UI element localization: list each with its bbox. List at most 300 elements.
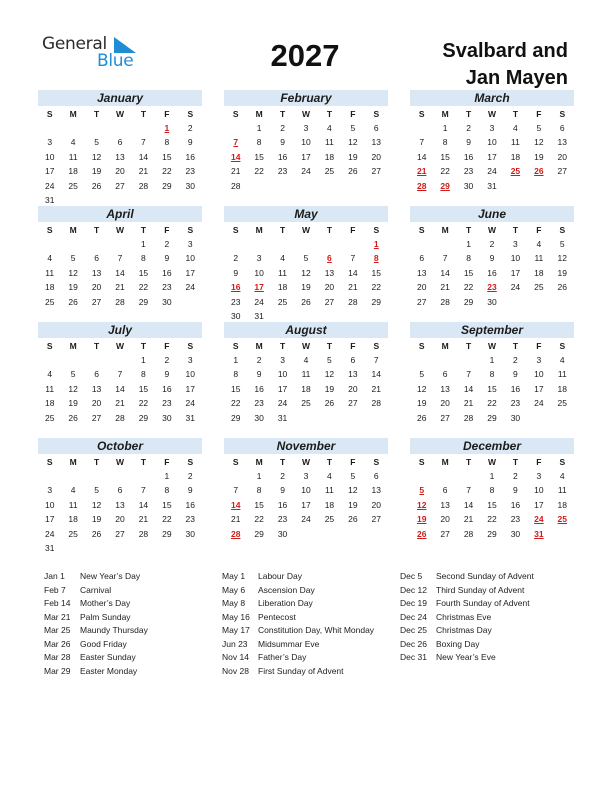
empty-day-cell: [61, 121, 84, 135]
day-cell: 12: [416, 383, 427, 394]
holiday-row: [222, 597, 394, 611]
day-cell: 10: [534, 485, 544, 496]
day-cell: 26: [91, 180, 102, 191]
day-cell: 10: [301, 485, 311, 496]
weekday-header: S: [187, 225, 194, 235]
weekday-header: S: [232, 457, 239, 467]
day-cell: 14: [138, 151, 149, 162]
day-cell: 20: [440, 514, 450, 525]
weekday-header: S: [373, 225, 380, 235]
day-cell: 27: [371, 166, 382, 177]
weekday-header: T: [465, 109, 472, 119]
day-cell: 12: [68, 383, 78, 394]
holiday-day-cell: 26: [416, 528, 427, 539]
holiday-row: [222, 584, 394, 598]
empty-day-cell: [61, 353, 84, 367]
holiday-day-cell: 6: [327, 253, 332, 264]
day-cell: 5: [94, 137, 99, 148]
holiday-day-cell: 1: [164, 123, 170, 133]
weekday-header: F: [350, 341, 356, 351]
day-cell: 20: [91, 282, 102, 293]
holiday-row: [400, 597, 572, 611]
day-cell: 9: [466, 137, 471, 148]
holiday-date: Mar 29: [44, 665, 71, 676]
day-cell: 21: [463, 398, 474, 409]
month-grid: [410, 223, 574, 309]
holiday-row: [44, 611, 216, 625]
day-cell: 24: [185, 282, 196, 293]
day-cell: 21: [115, 398, 125, 409]
weekday-header: T: [279, 457, 286, 467]
day-cell: 6: [442, 369, 448, 380]
day-cell: 26: [91, 528, 102, 539]
day-cell: 21: [230, 166, 241, 177]
day-cell: 5: [350, 471, 356, 481]
day-cell: 23: [510, 514, 521, 525]
day-cell: 2: [233, 253, 239, 264]
holiday-row: [222, 570, 394, 584]
holiday-day-cell: 19: [416, 514, 427, 525]
day-cell: 24: [301, 166, 311, 177]
holiday-day-cell: 25: [557, 514, 568, 525]
brand-logo: [42, 34, 152, 74]
weekday-header: W: [487, 109, 496, 119]
day-cell: 27: [557, 166, 568, 177]
day-cell: 23: [230, 296, 241, 307]
holiday-date: May 6: [222, 584, 246, 595]
weekday-header: W: [301, 225, 310, 235]
day-cell: 4: [513, 123, 518, 133]
day-cell: 2: [513, 471, 518, 481]
day-cell: 17: [534, 499, 544, 510]
holiday-date: Feb 7: [44, 584, 66, 595]
holiday-row: [44, 597, 216, 611]
day-cell: 1: [489, 355, 495, 365]
day-cell: 9: [164, 369, 170, 380]
holiday-day-cell: 12: [416, 499, 427, 510]
holiday-day-cell: 8: [373, 253, 379, 264]
weekday-header: S: [559, 341, 566, 351]
day-cell: 2: [280, 471, 285, 481]
day-cell: 11: [301, 369, 311, 380]
day-cell: 16: [510, 499, 521, 510]
day-cell: 28: [348, 296, 358, 307]
holiday-day-cell: 16: [230, 282, 241, 293]
holiday-date: Nov 28: [222, 665, 249, 676]
day-cell: 18: [510, 151, 521, 162]
month-title: November: [224, 438, 388, 454]
weekday-header: M: [69, 225, 77, 235]
day-cell: 24: [185, 398, 196, 409]
weekday-header: S: [559, 457, 566, 467]
weekday-header: M: [441, 457, 449, 467]
weekday-header: F: [536, 341, 542, 351]
empty-day-cell: [85, 469, 108, 483]
day-cell: 3: [513, 239, 518, 249]
weekday-header: T: [512, 225, 519, 235]
day-cell: 12: [91, 151, 102, 162]
day-cell: 1: [489, 471, 495, 481]
weekday-header: W: [115, 341, 124, 351]
day-cell: 4: [70, 137, 76, 148]
day-cell: 6: [373, 123, 379, 133]
day-cell: 9: [280, 485, 285, 496]
day-cell: 12: [557, 253, 568, 264]
holiday-row: [222, 638, 394, 652]
day-cell: 2: [164, 355, 170, 365]
country-title: [368, 38, 568, 92]
day-cell: 11: [557, 369, 567, 380]
day-cell: 22: [254, 166, 264, 177]
empty-day-cell: [341, 237, 364, 251]
holiday-name: Third Sunday of Advent: [436, 584, 525, 595]
day-cell: 12: [301, 267, 311, 278]
day-cell: 21: [371, 383, 382, 394]
holiday-name: Easter Monday: [80, 665, 138, 676]
day-cell: 14: [463, 499, 474, 510]
weekday-header: T: [512, 457, 519, 467]
day-cell: 3: [303, 471, 309, 481]
weekday-header: S: [187, 457, 194, 467]
month-grid: [224, 107, 388, 193]
day-cell: 6: [117, 137, 123, 148]
day-cell: 4: [327, 471, 332, 481]
day-cell: 5: [70, 369, 76, 380]
day-cell: 10: [185, 253, 196, 264]
month-grid: [224, 455, 388, 541]
day-cell: 27: [91, 412, 102, 423]
holiday-name: Fourth Sunday of Advent: [436, 598, 530, 608]
day-cell: 19: [68, 398, 78, 409]
day-cell: 13: [557, 137, 568, 148]
day-cell: 4: [47, 253, 53, 264]
empty-day-cell: [38, 121, 61, 135]
day-cell: 21: [115, 282, 125, 293]
month-grid: [224, 223, 388, 323]
day-cell: 25: [534, 282, 544, 293]
holiday-name: Christmas Eve: [436, 611, 492, 622]
day-cell: 11: [278, 267, 287, 278]
holiday-date: May 17: [222, 625, 250, 635]
day-cell: 17: [185, 267, 196, 278]
day-cell: 19: [557, 267, 568, 278]
day-cell: 8: [256, 137, 262, 148]
day-cell: 16: [185, 499, 196, 510]
day-cell: 15: [487, 383, 497, 394]
holiday-row: [44, 584, 216, 598]
day-cell: 11: [45, 267, 55, 278]
day-cell: 16: [277, 151, 288, 162]
day-cell: 26: [68, 296, 78, 307]
holiday-name: New Year’s Day: [80, 571, 141, 581]
day-cell: 11: [557, 485, 567, 496]
weekday-header: T: [326, 341, 333, 351]
weekday-header: S: [373, 341, 380, 351]
holiday-row: [400, 651, 572, 665]
day-cell: 10: [185, 369, 196, 380]
weekday-header: T: [93, 225, 100, 235]
day-cell: 25: [44, 296, 55, 307]
day-cell: 23: [277, 514, 288, 525]
day-cell: 24: [254, 296, 264, 307]
day-cell: 16: [185, 151, 196, 162]
weekday-header: W: [487, 341, 496, 351]
day-cell: 22: [487, 514, 497, 525]
day-cell: 29: [138, 412, 149, 423]
day-cell: 1: [466, 239, 471, 249]
day-cell: 26: [348, 514, 358, 525]
day-cell: 14: [115, 267, 125, 278]
day-cell: 21: [138, 166, 149, 177]
weekday-header: T: [326, 109, 333, 119]
day-cell: 24: [510, 282, 521, 293]
weekday-header: T: [93, 341, 100, 351]
day-cell: 3: [187, 355, 193, 365]
empty-day-cell: [61, 237, 84, 251]
day-cell: 8: [256, 485, 262, 496]
day-cell: 5: [350, 123, 356, 133]
holiday-date: Dec 24: [400, 611, 427, 622]
empty-day-cell: [108, 469, 131, 483]
weekday-header: W: [487, 457, 496, 467]
month-september: [410, 322, 574, 425]
holiday-day-cell: 26: [534, 166, 544, 177]
day-cell: 30: [254, 412, 264, 423]
day-cell: 10: [44, 499, 55, 510]
holiday-day-cell: 31: [534, 528, 544, 539]
day-cell: 16: [254, 383, 264, 394]
holiday-day-cell: 24: [534, 514, 544, 525]
empty-day-cell: [85, 121, 108, 135]
day-cell: 7: [141, 137, 146, 148]
day-cell: 21: [348, 282, 358, 293]
day-cell: 22: [487, 398, 497, 409]
day-cell: 4: [536, 239, 542, 249]
weekday-header: M: [255, 225, 263, 235]
holiday-row: [400, 638, 572, 652]
logo-word-blue: Blue: [97, 51, 134, 71]
day-cell: 22: [138, 398, 149, 409]
day-cell: 5: [536, 123, 542, 133]
holiday-row: [222, 624, 394, 638]
day-cell: 29: [162, 180, 172, 191]
day-cell: 23: [254, 398, 264, 409]
day-cell: 6: [350, 355, 356, 365]
day-cell: 29: [254, 528, 264, 539]
weekday-header: M: [255, 457, 263, 467]
day-cell: 22: [440, 166, 450, 177]
day-cell: 28: [138, 528, 149, 539]
day-cell: 29: [230, 412, 241, 423]
day-cell: 24: [301, 514, 311, 525]
day-cell: 29: [162, 528, 172, 539]
holiday-date: Feb 14: [44, 598, 71, 608]
day-cell: 13: [440, 499, 450, 510]
holiday-row: [400, 584, 572, 598]
holiday-day-cell: 25: [510, 166, 521, 177]
month-april: [38, 206, 202, 309]
day-cell: 19: [324, 383, 335, 394]
weekday-header: M: [69, 341, 77, 351]
country-line-2: Jan Mayen: [465, 67, 568, 89]
day-cell: 8: [442, 137, 448, 148]
day-cell: 31: [44, 542, 55, 553]
weekday-header: S: [373, 109, 380, 119]
day-cell: 27: [348, 398, 358, 409]
day-cell: 6: [94, 253, 99, 264]
day-cell: 25: [277, 296, 288, 307]
day-cell: 14: [463, 383, 474, 394]
empty-day-cell: [294, 237, 317, 251]
day-cell: 22: [162, 514, 172, 525]
day-cell: 15: [230, 383, 241, 394]
holiday-day-cell: 28: [230, 528, 241, 539]
day-cell: 27: [115, 528, 125, 539]
day-cell: 28: [115, 412, 125, 423]
day-cell: 1: [141, 239, 146, 249]
day-cell: 29: [138, 296, 149, 307]
day-cell: 23: [463, 166, 474, 177]
day-cell: 8: [164, 485, 170, 496]
day-cell: 10: [44, 151, 55, 162]
day-cell: 2: [513, 355, 518, 365]
day-cell: 29: [371, 296, 382, 307]
weekday-header: F: [536, 109, 542, 119]
day-cell: 30: [487, 296, 497, 307]
month-title: March: [410, 90, 574, 106]
day-cell: 10: [510, 253, 521, 264]
day-cell: 6: [419, 253, 425, 264]
day-cell: 26: [348, 166, 358, 177]
day-cell: 3: [536, 471, 542, 481]
day-cell: 18: [68, 514, 78, 525]
day-cell: 19: [91, 514, 102, 525]
day-cell: 28: [463, 528, 474, 539]
day-cell: 23: [162, 282, 172, 293]
holiday-row: [44, 624, 216, 638]
day-cell: 18: [68, 166, 78, 177]
month-august: [224, 322, 388, 425]
day-cell: 14: [138, 499, 149, 510]
day-cell: 7: [466, 485, 471, 496]
day-cell: 26: [68, 412, 78, 423]
holiday-row: [400, 570, 572, 584]
holiday-row: [44, 665, 216, 679]
month-february: [224, 90, 388, 193]
holiday-name: Christmas Day: [436, 625, 492, 635]
weekday-header: F: [536, 457, 542, 467]
empty-day-cell: [61, 469, 84, 483]
day-cell: 31: [487, 180, 497, 191]
day-cell: 7: [141, 485, 146, 496]
day-cell: 13: [324, 267, 335, 278]
calendar-year: 2027: [270, 38, 340, 73]
holiday-date: Dec 19: [400, 598, 427, 608]
weekday-header: M: [69, 457, 77, 467]
month-title: September: [410, 322, 574, 338]
day-cell: 19: [68, 282, 78, 293]
day-cell: 3: [536, 355, 542, 365]
day-cell: 30: [463, 180, 474, 191]
weekday-header: S: [46, 225, 53, 235]
day-cell: 7: [117, 253, 123, 264]
day-cell: 13: [371, 485, 382, 496]
day-cell: 5: [70, 253, 76, 264]
day-cell: 20: [324, 282, 335, 293]
holiday-date: Dec 25: [400, 625, 427, 635]
day-cell: 22: [463, 282, 474, 293]
month-grid: [38, 339, 202, 425]
weekday-header: W: [487, 225, 496, 235]
day-cell: 17: [510, 267, 521, 278]
day-cell: 21: [138, 514, 149, 525]
day-cell: 21: [230, 514, 241, 525]
day-cell: 28: [371, 398, 382, 409]
holiday-column: [222, 570, 394, 678]
holiday-day-cell: 21: [416, 166, 427, 177]
weekday-header: T: [326, 225, 333, 235]
day-cell: 5: [303, 253, 309, 264]
month-title: April: [38, 206, 202, 222]
weekday-header: F: [350, 109, 356, 119]
day-cell: 16: [162, 267, 172, 278]
day-cell: 14: [371, 369, 382, 380]
weekday-header: S: [232, 109, 239, 119]
day-cell: 20: [115, 514, 125, 525]
empty-day-cell: [224, 469, 247, 483]
day-cell: 3: [303, 123, 309, 133]
weekday-header: S: [46, 109, 53, 119]
empty-day-cell: [433, 237, 456, 251]
holiday-date: Mar 26: [44, 638, 71, 649]
weekday-header: F: [164, 109, 170, 119]
day-cell: 5: [559, 239, 565, 249]
day-cell: 27: [91, 296, 102, 307]
empty-day-cell: [457, 469, 480, 483]
day-cell: 11: [68, 151, 78, 162]
day-cell: 14: [115, 383, 125, 394]
empty-day-cell: [410, 469, 433, 483]
day-cell: 25: [557, 398, 568, 409]
holiday-name: Palm Sunday: [80, 611, 131, 622]
day-cell: 6: [559, 123, 565, 133]
weekday-header: S: [418, 457, 425, 467]
holiday-name: Second Sunday of Advent: [436, 571, 534, 581]
empty-day-cell: [132, 121, 155, 135]
weekday-header: T: [279, 109, 286, 119]
day-cell: 27: [440, 412, 450, 423]
day-cell: 31: [185, 412, 196, 423]
empty-day-cell: [85, 353, 108, 367]
weekday-header: T: [465, 341, 472, 351]
day-cell: 13: [348, 369, 358, 380]
day-cell: 16: [162, 383, 172, 394]
day-cell: 18: [534, 267, 544, 278]
holiday-name: Maundy Thursday: [80, 625, 148, 635]
weekday-header: M: [441, 225, 449, 235]
day-cell: 15: [162, 499, 172, 510]
holiday-date: Dec 5: [400, 571, 423, 581]
day-cell: 31: [44, 194, 55, 205]
day-cell: 16: [487, 267, 497, 278]
weekday-header: S: [232, 225, 239, 235]
weekday-header: M: [255, 109, 263, 119]
month-title: December: [410, 438, 574, 454]
day-cell: 20: [440, 398, 450, 409]
day-cell: 17: [301, 499, 311, 510]
holiday-name: Pentecost: [258, 611, 296, 622]
weekday-header: W: [301, 341, 310, 351]
